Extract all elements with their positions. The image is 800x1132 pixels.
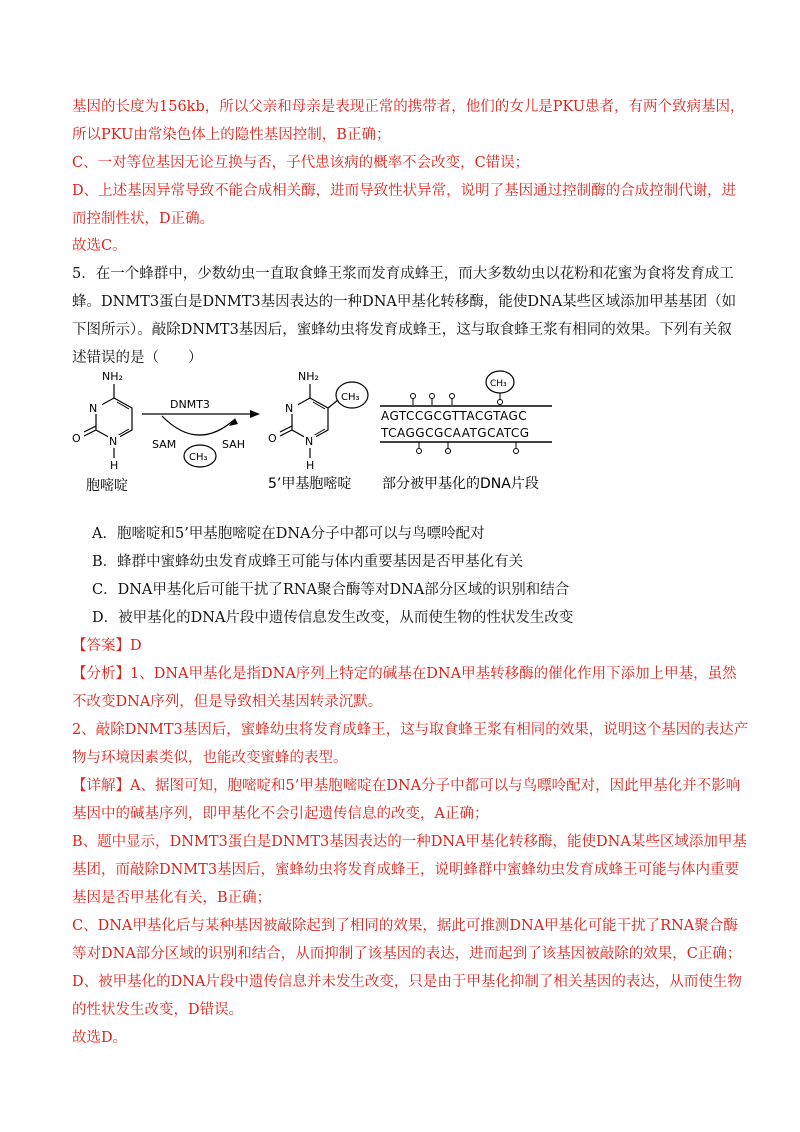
option-c: C．DNA甲基化后可能干扰了RNA聚合酶等对DNA部分区域的识别和结合: [92, 582, 570, 598]
analysis-line-1: 【分析】1、DNA甲基化是指DNA序列上特定的碱基在DNA甲基转移酶的催化作用下添加上甲基，虽然: [72, 666, 737, 682]
option-d: D．被甲基化的DNA片段中遗传信息发生改变，从而使生物的性状发生改变: [92, 610, 574, 626]
analysis-line-2: 不改变DNA序列，但是导致相关基因转录沉默。: [72, 694, 383, 710]
h-label: H: [110, 459, 119, 472]
detail-line-1: 【详解】A、据图可知，胞嘧啶和5’甲基胞嘧啶在DNA分子中都可以与鸟嘌呤配对，因此甲基化并不影响: [72, 778, 741, 794]
dna-seq-top: AGTCCGCGTTACGTAGC: [381, 409, 528, 423]
option-b: B．蜂群中蜜蜂幼虫发育成蜂王可能与体内重要基因是否甲基化有关: [92, 554, 524, 570]
n-label-2: N: [109, 435, 118, 448]
o-label: O: [72, 432, 81, 445]
o-label-2: O: [268, 432, 277, 445]
detail-line-7: 等对DNA部分区域的识别和结合，从而抑制了该基因的表达，进而起到了该基因被敲除的效果，C正确；: [72, 946, 742, 962]
prev-line-1: 基因的长度为156kb，所以父亲和母亲是表现正常的携带者，他们的女儿是PKU患者，有两个致病基因，: [72, 99, 745, 115]
sam-label: SAM: [152, 438, 177, 451]
enzyme-label: DNMT3: [170, 398, 210, 411]
question-line-2: 蜂。DNMT3蛋白是DNMT3基因表达的一种DNA甲基化转移酶，能使DNA某些区域添加甲基基团（如: [72, 294, 737, 310]
prev-line-2: 所以PKU由常染色体上的隐性基因控制，B正确；: [72, 127, 391, 143]
detail-line-9: 的性状发生改变，D错误。: [72, 1002, 244, 1018]
question-line-3: 下图所示）。敲除DNMT3基因后，蜜蜂幼虫将发育成蜂王，这与取食蜂王浆有相同的效果。下列有关叙: [72, 322, 732, 338]
detail-line-5: 基因是否甲基化有关，B正确；: [72, 890, 272, 906]
sah-label: SAH: [222, 438, 245, 451]
caption-methylcytosine: 5’甲基胞嘧啶: [268, 476, 352, 492]
n-label-3: N: [285, 402, 294, 415]
question-line-1: 5．在一个蜂群中，少数幼虫一直取食蜂王浆而发育成蜂王，而大多数幼虫以花粉和花蜜为食将发育成工: [72, 266, 734, 282]
detail-line-2: 基因中的碱基序列，即甲基化不会引起遗传信息的改变，A正确；: [72, 806, 489, 822]
ch3-label: CH₃: [189, 452, 208, 463]
caption-dna-fragment: 部分被甲基化的DNA片段: [382, 476, 539, 492]
dna-seq-bottom: TCAGGCGCAATGCATCG: [381, 426, 530, 440]
caption-cytosine: 胞嘧啶: [86, 478, 128, 494]
answer-label: 【答案】: [72, 638, 130, 654]
prev-line-3: C、一对等位基因无论互换与否，子代患该病的概率不会改变，C错误；: [72, 155, 530, 171]
prev-line-6: 故选C。: [72, 238, 127, 254]
n-label: N: [89, 402, 98, 415]
detail-line-6: C、DNA甲基化后与某种基因被敲除起到了相同的效果，据此可推测DNA甲基化可能干扰了RNA聚合酶: [72, 918, 738, 934]
option-a: A．胞嘧啶和5’甲基胞嘧啶在DNA分子中都可以与鸟嘌呤配对: [92, 526, 485, 542]
methylation-diagram: [72, 360, 692, 505]
nh2-label: NH₂: [102, 370, 123, 383]
answer-value: D: [130, 638, 142, 654]
analysis-line-3: 2、敲除DNMT3基因后，蜜蜂幼虫将发育成蜂王，这与取食蜂王浆有相同的效果，说明这个基因的表达产: [72, 722, 749, 738]
methylcytosine-structure: [268, 370, 368, 472]
ch3-label-2: CH₃: [341, 392, 360, 403]
reaction-arrow: [142, 398, 260, 467]
detail-line-3: B、题中显示，DNMT3蛋白是DNMT3基因表达的一种DNA甲基化转移酶，能使DNA某些区域添加甲基: [72, 834, 747, 850]
cytosine-structure: [72, 370, 132, 472]
detail-line-4: 基团，而敲除DNMT3基因后，蜜蜂幼虫将发育成蜂王，说明蜂群中蜜蜂幼虫发育成蜂王可能与体内重要: [72, 862, 740, 878]
prev-line-4: D、上述基因异常导致不能合成相关酶，进而导致性状异常，说明了基因通过控制酶的合成控制代谢，进: [72, 183, 737, 199]
h-label-2: H: [306, 459, 315, 472]
ch3-label-3: CH₃: [490, 379, 507, 389]
answer-line: [72, 636, 142, 656]
n-label-4: N: [305, 435, 314, 448]
prev-line-5: 而控制性状，D正确。: [72, 211, 215, 227]
analysis-line-4: 物与环境因素类似，也能改变蜜蜂的表型。: [72, 750, 348, 766]
detail-line-10: 故选D。: [72, 1030, 128, 1046]
question-line-4: 述错误的是（ ）: [72, 350, 203, 366]
dna-fragment: [380, 371, 552, 454]
detail-line-8: D、被甲基化的DNA片段中遗传信息并未发生改变，只是由于甲基化抑制了相关基因的表达，从而使生物: [72, 974, 742, 990]
nh2-label-2: NH₂: [298, 370, 319, 383]
